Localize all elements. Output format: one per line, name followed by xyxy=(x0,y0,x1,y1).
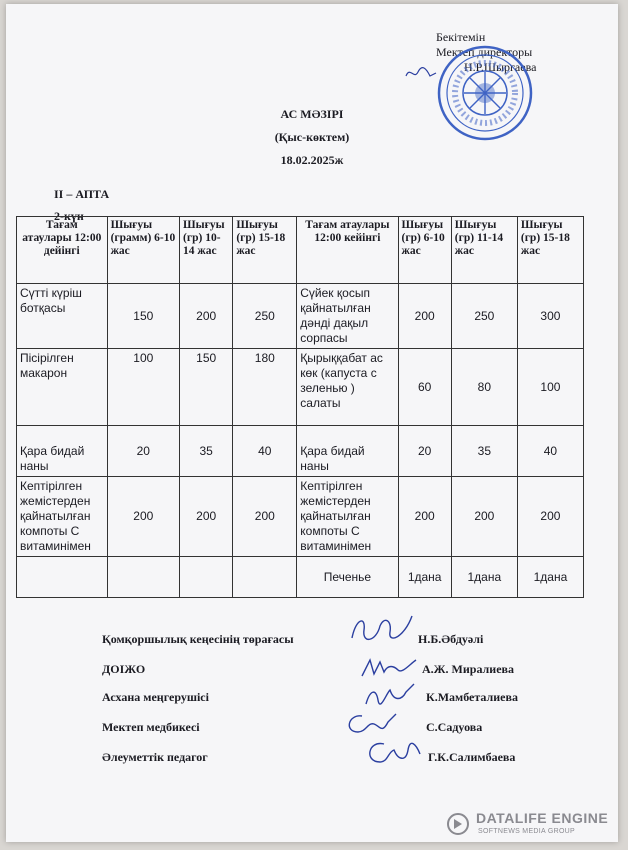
menu-table xyxy=(16,216,584,598)
table-cell: Сүйек қосып қайнатылған дәнді дақыл сорпасы xyxy=(297,284,398,349)
table-cell: 180 xyxy=(233,349,297,426)
document-page xyxy=(6,4,618,842)
menu-date: 18.02.2025ж xyxy=(280,153,344,167)
column-header: Шығуы (гр) 10-14 жас xyxy=(180,217,233,284)
signer-name: Н.Б.Әбдуәлі xyxy=(418,632,484,646)
table-cell: 1дана xyxy=(517,557,583,598)
table-cell xyxy=(233,557,297,598)
watermark xyxy=(446,810,616,840)
signer-name: К.Мамбеталиева xyxy=(426,690,518,704)
signature-icon xyxy=(358,736,424,772)
signature-row xyxy=(6,662,618,682)
signer-name: С.Садуова xyxy=(426,720,483,734)
table-cell: Пісірілген макарон xyxy=(17,349,108,426)
table-cell: 35 xyxy=(451,426,517,477)
table-cell: 1дана xyxy=(451,557,517,598)
signer-position: Қомқоршылық кеңесінің төрағасы xyxy=(102,632,294,646)
approval-line-1: Бекітемін xyxy=(436,30,486,44)
watermark-subtitle: SOFTNEWS MEDIA GROUP xyxy=(478,828,576,835)
table-cell: 100 xyxy=(107,349,179,426)
table-cell: 80 xyxy=(451,349,517,426)
table-cell: 20 xyxy=(398,426,451,477)
table-row xyxy=(17,557,584,598)
table-row xyxy=(17,284,584,349)
signer-name: А.Ж. Миралиева xyxy=(422,662,515,676)
column-header: Шығуы (гр) 15-18 жас xyxy=(517,217,583,284)
table-cell xyxy=(17,557,108,598)
director-signature-icon xyxy=(404,64,438,82)
table-cell: Печенье xyxy=(297,557,398,598)
table-cell: 40 xyxy=(517,426,583,477)
table-cell: 250 xyxy=(451,284,517,349)
table-header-row xyxy=(17,217,584,284)
table-cell: 200 xyxy=(398,284,451,349)
table-cell: 200 xyxy=(233,477,297,557)
signature-icon xyxy=(358,654,418,682)
table-cell: 300 xyxy=(517,284,583,349)
week-label: ІІ – АПТА xyxy=(54,187,110,201)
table-cell xyxy=(180,557,233,598)
season-label: (Қыс-көктем) xyxy=(274,130,350,144)
column-header: Шығуы (грамм) 6-10 жас xyxy=(107,217,179,284)
table-cell: Кептірілген жемістерден қайнатылған компоты С витаминімен xyxy=(17,477,108,557)
table-cell: Қырыққабат ас көк (капуста с зеленью ) салаты xyxy=(297,349,398,426)
table-cell: 150 xyxy=(107,284,179,349)
signer-name: Г.К.Салимбаева xyxy=(428,750,516,764)
page-title: АС МӘЗІРІ xyxy=(280,107,344,121)
column-header: Тағам атаулары 12:00 дейінгі xyxy=(17,217,108,284)
column-header: Тағам атаулары 12:00 кейінгі xyxy=(297,217,398,284)
column-header: Шығуы (гр) 11-14 жас xyxy=(451,217,517,284)
signature-row xyxy=(6,750,618,770)
table-cell: 200 xyxy=(107,477,179,557)
table-row xyxy=(17,477,584,557)
table-cell: 100 xyxy=(517,349,583,426)
table-cell: 200 xyxy=(180,284,233,349)
signer-position: Мектеп медбикесі xyxy=(102,720,200,734)
table-cell: 40 xyxy=(233,426,297,477)
table-cell: 200 xyxy=(451,477,517,557)
table-cell: 200 xyxy=(398,477,451,557)
signer-position: Әлеуметтік педагог xyxy=(102,750,208,764)
table-cell: 35 xyxy=(180,426,233,477)
approval-director-name: Н.Р.Шыргаева xyxy=(464,60,537,74)
table-cell: Кептірілген жемістерден қайнатылған компоты С витаминімен xyxy=(297,477,398,557)
signature-row xyxy=(6,720,618,740)
signature-icon xyxy=(346,612,416,648)
signer-position: ДОІЖО xyxy=(102,662,146,676)
table-cell: 200 xyxy=(180,477,233,557)
table-cell: 150 xyxy=(180,349,233,426)
table-cell: 1дана xyxy=(398,557,451,598)
datalife-logo-icon xyxy=(446,812,470,836)
day-label: 2-күн xyxy=(54,209,84,223)
signature-row xyxy=(6,690,618,710)
signer-position: Асхана меңгерушісі xyxy=(102,690,209,704)
table-cell xyxy=(107,557,179,598)
school-seal-icon xyxy=(436,44,537,142)
approval-line-2: Мектеп директоры xyxy=(436,45,533,59)
table-cell: 200 xyxy=(517,477,583,557)
table-cell: Қара бидай наны xyxy=(297,426,398,477)
table-cell: 250 xyxy=(233,284,297,349)
watermark-brand: DATALIFE ENGINE xyxy=(476,810,609,826)
column-header: Шығуы (гр) 6-10 жас xyxy=(398,217,451,284)
table-row xyxy=(17,426,584,477)
table-cell: 60 xyxy=(398,349,451,426)
column-header: Шығуы (гр) 15-18 жас xyxy=(233,217,297,284)
table-cell: Қара бидай наны xyxy=(17,426,108,477)
table-cell: 20 xyxy=(107,426,179,477)
table-row xyxy=(17,349,584,426)
table-cell: Сүтті күріш ботқасы xyxy=(17,284,108,349)
signature-row xyxy=(6,632,618,652)
